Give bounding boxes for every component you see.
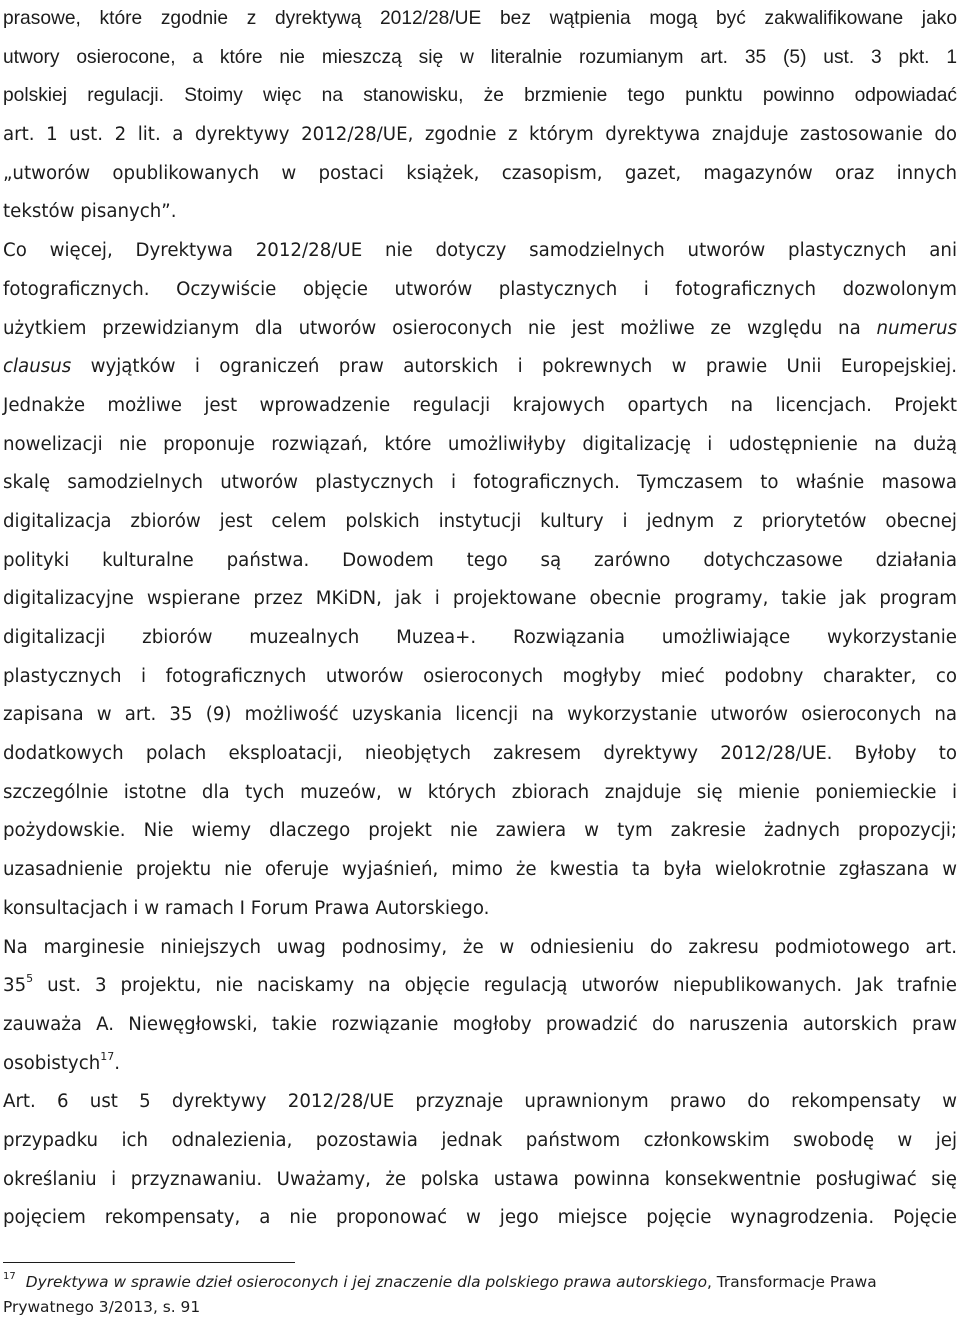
text-line: digitalizacji zbiorów muzealnych Muzea+. Rozwiązania umożliwiające wykorzystanie — [3, 627, 957, 648]
text-line: „utworów opublikowanych w postaci książek, czasopism, gazet, magazynów oraz innych — [3, 162, 957, 184]
text-segment: . — [114, 1052, 121, 1074]
italic-term: clausus — [3, 356, 72, 378]
text-line: zapisana w art. 35 (9) możliwość uzyskania licencji na wykorzystanie utworów osieroconych na — [3, 704, 957, 726]
text-segment: osobistych — [3, 1052, 101, 1074]
text-line: pożydowskie. Nie wiemy dlaczego projekt nie zawiera w tym zakresie żadnych propozycji; — [3, 820, 957, 842]
text-line: Co więcej, Dyrektywa 2012/28/UE nie dotyczy samodzielnych utworów plastycznych ani — [3, 240, 957, 262]
text-line: dodatkowych polach eksploatacji, nieobjętych zakresem dyrektywy 2012/28/UE. Byłoby to — [3, 743, 957, 765]
text-line: Na marginesie niniejszych uwag podnosimy, że w odniesieniu do zakresu podmiotowego art. — [3, 936, 957, 958]
footnote-reference[interactable]: 17 — [100, 1049, 115, 1063]
text-line — [3, 967, 957, 1006]
text-segment: użytkiem przewidzianym dla utworów osieroconych nie jest możliwe ze względu na — [3, 317, 861, 339]
text-line: zauważa A. Niewęgłowski, takie rozwiązanie mogłoby prowadzić do naruszenia autorskich praw — [3, 1013, 957, 1035]
footnote-line — [3, 1295, 957, 1320]
text-line — [3, 348, 957, 387]
text-line: digitalizacyjne wspierane przez MKiDN, jak i projektowane obecnie programy, takie jak program — [3, 588, 957, 610]
italic-term: numerus — [876, 317, 957, 339]
text-line: nowelizacji nie proponuje rozwiązań, które umożliwiłyby digitalizację i udostępnienie na dużą — [3, 433, 957, 455]
superscript: 5 — [26, 972, 34, 986]
text-line: przypadku ich odnalezienia, pozostawia jednak państwom członkowskim swobodę w jej — [3, 1129, 957, 1151]
text-line: szczególnie istotne dla tych muzeów, w których zbiorach znajduje się mienie poniemieckie i — [3, 781, 957, 803]
document-page — [3, 0, 957, 1238]
text-line: fotograficznych. Oczywiście objęcie utworów plastycznych i fotograficznych dozwolonym — [3, 278, 957, 300]
footnote — [3, 1270, 957, 1320]
text-line: digitalizacja zbiorów jest celem polskich instytucji kultury i jednym z priorytetów obecnej — [3, 510, 957, 532]
text-segment: wyjątków i ograniczeń praw autorskich i pokrewnych w prawie Unii Europejskiej. — [90, 356, 957, 378]
text-line: polskiej regulacji. Stoimy więc na stanowisku, że brzmienie tego punktu powinno odpowiadać — [3, 85, 957, 107]
text-line: prasowe, które zgodnie z dyrektywą 2012/28/UE bez wątpienia mogą być zakwalifikowane jako — [3, 8, 957, 29]
text-line: pojęciem rekompensaty, a nie proponować w jego miejsce pojęcie wynagrodzenia. Pojęcie — [3, 1207, 957, 1229]
text-line: określaniu i przyznawaniu. Uważamy, że polska ustawa powinna konsekwentnie posługiwać się — [3, 1168, 957, 1190]
text-line: polityki kulturalne państwa. Dowodem tego są zarówno dotychczasowe działania — [3, 549, 957, 571]
text-segment: ust. 3 projektu, nie naciskamy na objęcie regulacją utworów niepublikowanych. Jak trafnie — [47, 975, 957, 997]
footnote-title: Dyrektywa w sprawie dzieł osieroconych i jej znaczenie dla polskiego prawa autorskiego — [25, 1273, 707, 1291]
text-line — [3, 310, 957, 349]
text-line: utwory osierocone, a które nie mieszczą się w literalnie rozumianym art. 35 (5) ust. 3 pkt. 1 — [3, 46, 957, 68]
text-line — [3, 1045, 957, 1084]
text-line: uzasadnienie projektu nie oferuje wyjaśnień, mimo że kwestia ta była wielokrotnie zgłaszana w — [3, 859, 957, 881]
text-line: plastycznych i fotograficznych utworów osieroconych mogłyby mieć podobny charakter, co — [3, 665, 957, 687]
text-line: tekstów pisanych”. — [3, 201, 177, 223]
text-line: konsultacjach i w ramach I Forum Prawa Autorskiego. — [3, 897, 490, 919]
footnote-text: Prywatnego 3/2013, s. 91 — [3, 1298, 201, 1316]
footnote-number: 17 — [3, 1270, 16, 1282]
text-line: Art. 6 ust 5 dyrektywy 2012/28/UE przyznaje uprawnionym prawo do rekompensaty w — [3, 1091, 957, 1113]
text-line: art. 1 ust. 2 lit. a dyrektywy 2012/28/UE, zgodnie z którym dyrektywa znajduje zastosowanie do — [3, 124, 957, 146]
footnote-separator — [3, 1262, 295, 1263]
footnote-text: , Transformacje Prawa — [706, 1273, 877, 1291]
text-segment: 35 — [3, 975, 27, 997]
footnote-line — [3, 1270, 957, 1295]
text-line: Jednakże możliwe jest wprowadzenie regulacji krajowych opartych na licencjach. Projekt — [3, 394, 957, 416]
text-line: skalę samodzielnych utworów plastycznych i fotograficznych. Tymczasem to właśnie masowa — [3, 472, 957, 494]
